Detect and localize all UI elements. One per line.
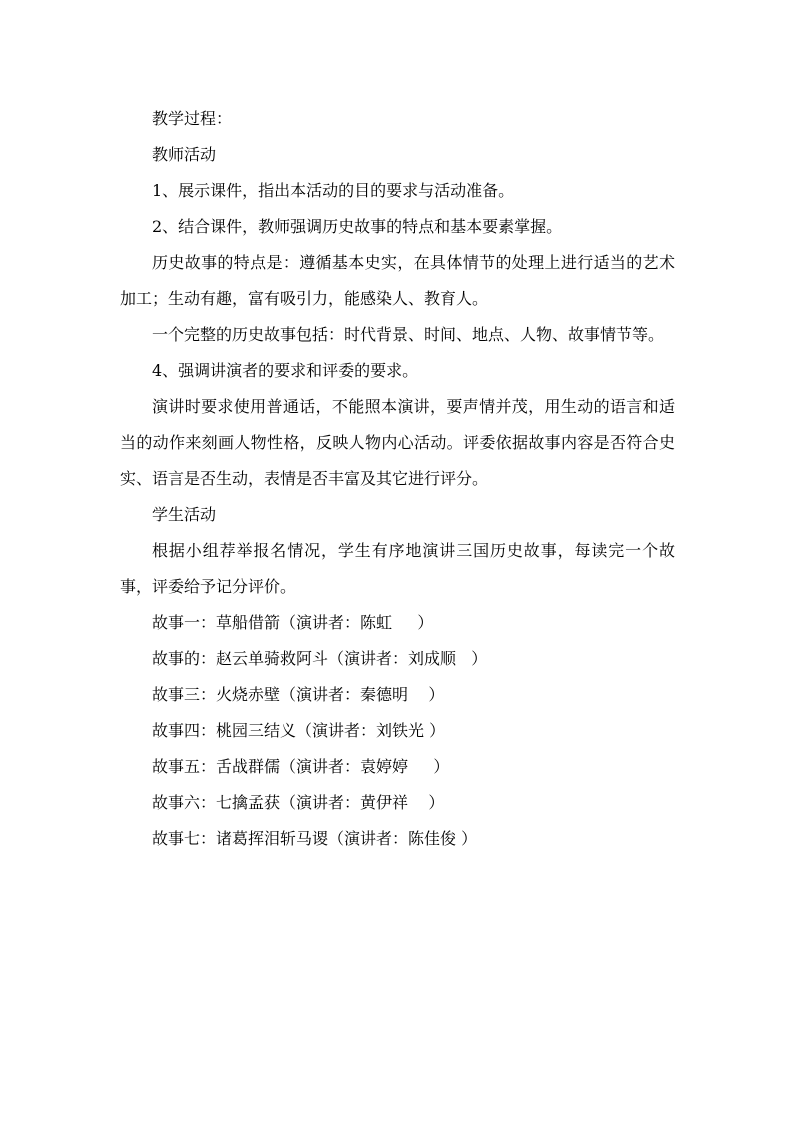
paragraph-step-4: 4、强调讲演者的要求和评委的要求。 <box>152 361 419 380</box>
story-item-7: 故事七：诸葛挥泪斩马谡（演讲者：陈佳俊 ） <box>152 829 478 848</box>
paragraph-student-procedure: 根据小组荐举报名情况，学生有序地演讲三国历史故事，每读完一个故事，评委给予记分评价。 <box>120 541 675 596</box>
paragraph-step-2: 2、结合课件，教师强调历史故事的特点和基本要素掌握。 <box>152 217 563 236</box>
paragraph-story-features: 历史故事的特点是：遵循基本史实，在具体情节的处理上进行适当的艺术加工；生动有趣，富有吸引力，能感染人、教育人。 <box>120 253 675 308</box>
story-item-4: 故事四：桃园三结义（演讲者：刘铁光 ） <box>152 721 446 740</box>
paragraph-speech-requirements: 演讲时要求使用普通话，不能照本演讲，要声情并茂，用生动的语言和适当的动作来刻画人物性格，反映人物内心活动。评委依据故事内容是否符合史实、语言是否生动，表情是否丰富及其它进行评分。 <box>120 397 675 488</box>
section-heading-teaching-process: 教学过程： <box>152 109 233 128</box>
document-body <box>120 101 675 857</box>
story-item-1: 故事一：草船借箭（演讲者：陈虹 ） <box>152 613 434 632</box>
story-item-5: 故事五：舌战群儒（演讲者：袁婷婷 ） <box>152 757 450 776</box>
section-heading-teacher-activity: 教师活动 <box>152 145 217 164</box>
story-item-3: 故事三：火烧赤壁（演讲者：秦德明 ） <box>152 685 445 704</box>
section-heading-student-activity: 学生活动 <box>152 505 217 524</box>
paragraph-story-elements: 一个完整的历史故事包括：时代背景、时间、地点、人物、故事情节等。 <box>152 325 665 344</box>
story-item-6: 故事六：七擒孟获（演讲者：黄伊祥 ） <box>152 793 445 812</box>
paragraph-step-1: 1、展示课件，指出本活动的目的要求与活动准备。 <box>152 181 515 200</box>
story-item-2: 故事的：赵云单骑救阿斗（演讲者：刘成顺 ） <box>152 649 488 668</box>
